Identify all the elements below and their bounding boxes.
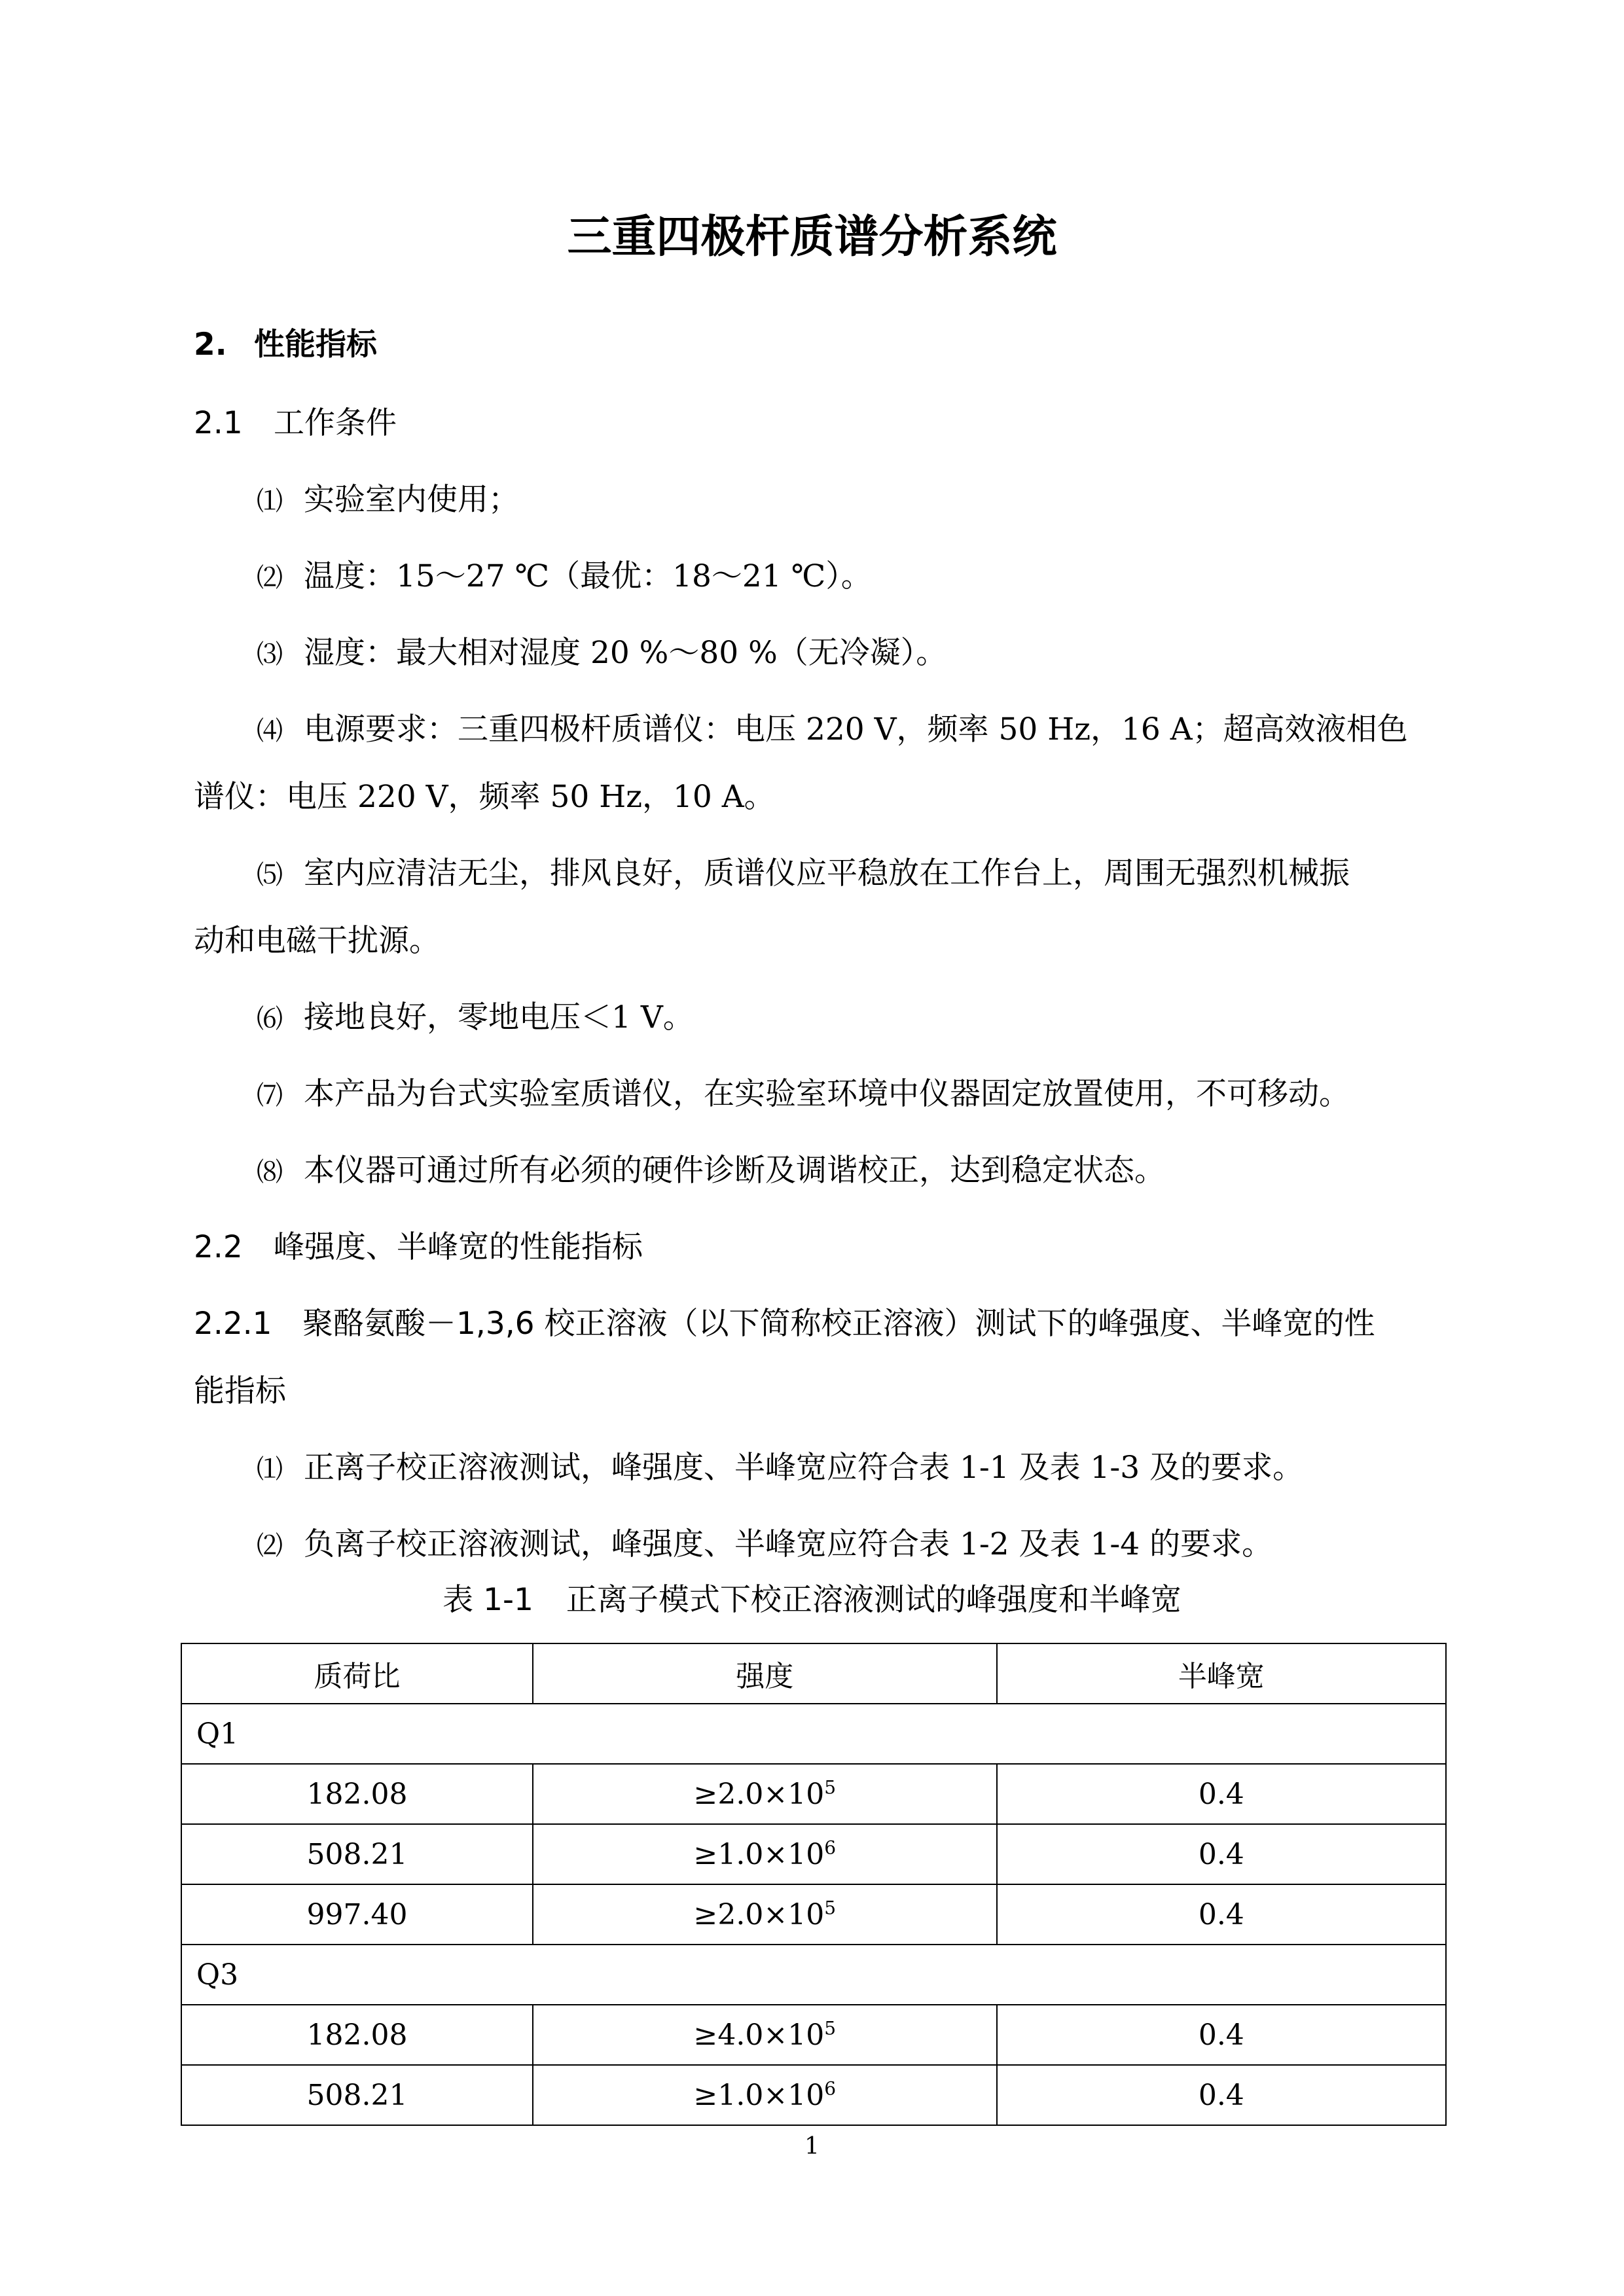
condition-text: 温度：15～27 ℃（最优：18～21 ℃）。 (304, 558, 872, 594)
cell-intensity: $\ge 4.0\times 10^5$ (533, 2005, 997, 2065)
cell-fwhm: 0.4 (997, 1764, 1446, 1824)
subsection-title: 工作条件 (274, 405, 397, 441)
subsubsection-number: 2.2.1 (194, 1306, 272, 1342)
condition-text: 本仪器可通过所有必须的硬件诊断及调谐校正，达到稳定状态。 (304, 1153, 1165, 1189)
cell-mz: 182.08 (181, 2005, 533, 2065)
condition-text: 湿度：最大相对湿度 20 %～80 %（无冷凝）。 (304, 635, 947, 671)
subsection-number: 2.1 (194, 405, 243, 441)
table-row (181, 1824, 1446, 1884)
group-label: Q1 (181, 1704, 1446, 1764)
document-title: 三重四极杆质谱分析系统 (567, 211, 1057, 263)
section-number: 2. (194, 327, 227, 363)
table-caption-title: 正离子模式下校正溶液测试的峰强度和半峰宽 (566, 1582, 1182, 1618)
condition-continuation: 谱仪：电压 220 V，频率 50 Hz，10 A。 (194, 779, 775, 815)
group-label: Q3 (181, 1945, 1446, 2005)
subsubsection-heading-2-2-1 (194, 1304, 1375, 1344)
condition-item (257, 1151, 1165, 1192)
condition-text: 本产品为台式实验室质谱仪，在实验室环境中仪器固定放置使用，不可移动。 (304, 1076, 1350, 1112)
condition-item (257, 480, 519, 521)
header-mz: 质荷比 (181, 1643, 533, 1704)
list-marker: ⑵ (257, 563, 283, 593)
section-title: 性能指标 (254, 327, 377, 363)
cell-intensity: $\ge 2.0\times 10^5$ (533, 1764, 997, 1824)
cell-mz: 508.21 (181, 2065, 533, 2125)
cell-fwhm: 0.4 (997, 1884, 1446, 1945)
condition-item (257, 998, 694, 1039)
table-header-row (181, 1643, 1446, 1704)
cell-mz: 997.40 (181, 1884, 533, 1945)
condition-text: 室内应清洁无尘，排风良好，质谱仪应平稳放在工作台上，周围无强烈机械振 (304, 855, 1350, 891)
list-marker: ⑸ (257, 860, 283, 890)
list-marker: ⑷ (257, 716, 283, 746)
table-row (181, 1884, 1446, 1945)
condition-item (257, 634, 947, 674)
cell-fwhm: 0.4 (997, 2005, 1446, 2065)
list-marker: ⑹ (257, 1004, 283, 1034)
cell-intensity: $\ge 1.0\times 10^6$ (533, 1824, 997, 1884)
requirement-item (257, 1525, 1272, 1566)
requirement-text: 正离子校正溶液测试，峰强度、半峰宽应符合表 1-1 及表 1-3 及的要求。 (304, 1450, 1304, 1486)
cell-intensity: $\ge 2.0\times 10^5$ (533, 1884, 997, 1945)
subsection-number: 2.2 (194, 1229, 243, 1265)
cell-mz: 182.08 (181, 1764, 533, 1824)
subsubsection-title: 聚酪氨酸－1,3,6 校正溶液（以下简称校正溶液）测试下的峰强度、半峰宽的性 (302, 1306, 1375, 1342)
spec-table (181, 1643, 1447, 2126)
list-marker: ⑴ (257, 486, 283, 516)
list-marker: ⑶ (257, 639, 283, 670)
list-marker: ⑻ (257, 1157, 283, 1187)
condition-text: 电源要求：三重四极杆质谱仪：电压 220 V，频率 50 Hz，16 A；超高效液相色 (304, 711, 1408, 747)
table-row (181, 2065, 1446, 2125)
subsection-title: 峰强度、半峰宽的性能指标 (274, 1229, 643, 1265)
list-marker: ⑴ (257, 1454, 283, 1484)
section-heading (194, 325, 377, 365)
condition-item (257, 710, 1408, 751)
condition-item (257, 854, 1350, 895)
table-caption (0, 1581, 1624, 1620)
requirement-text: 负离子校正溶液测试，峰强度、半峰宽应符合表 1-2 及表 1-4 的要求。 (304, 1526, 1273, 1562)
table-group-row (181, 1945, 1446, 2005)
subsection-heading-2-1 (194, 404, 397, 443)
header-fwhm: 半峰宽 (997, 1643, 1446, 1704)
table-row (181, 2005, 1446, 2065)
list-marker: ⑺ (257, 1081, 283, 1111)
table-row (181, 1764, 1446, 1824)
condition-item (257, 1075, 1350, 1115)
subsection-heading-2-2 (194, 1228, 643, 1267)
condition-text: 实验室内使用； (304, 482, 519, 518)
table-caption-number: 表 1-1 (442, 1582, 533, 1618)
cell-fwhm: 0.4 (997, 1824, 1446, 1884)
subsubsection-continuation: 能指标 (194, 1373, 286, 1409)
page-number: 1 (804, 2133, 820, 2160)
table-group-row (181, 1704, 1446, 1764)
list-marker: ⑵ (257, 1531, 283, 1561)
condition-item (257, 557, 872, 598)
cell-intensity: $\ge 1.0\times 10^6$ (533, 2065, 997, 2125)
requirement-item (257, 1448, 1303, 1489)
condition-continuation: 动和电磁干扰源。 (194, 923, 440, 959)
header-intensity: 强度 (533, 1643, 997, 1704)
cell-mz: 508.21 (181, 1824, 533, 1884)
condition-text: 接地良好，零地电压＜1 V。 (304, 999, 694, 1035)
cell-fwhm: 0.4 (997, 2065, 1446, 2125)
